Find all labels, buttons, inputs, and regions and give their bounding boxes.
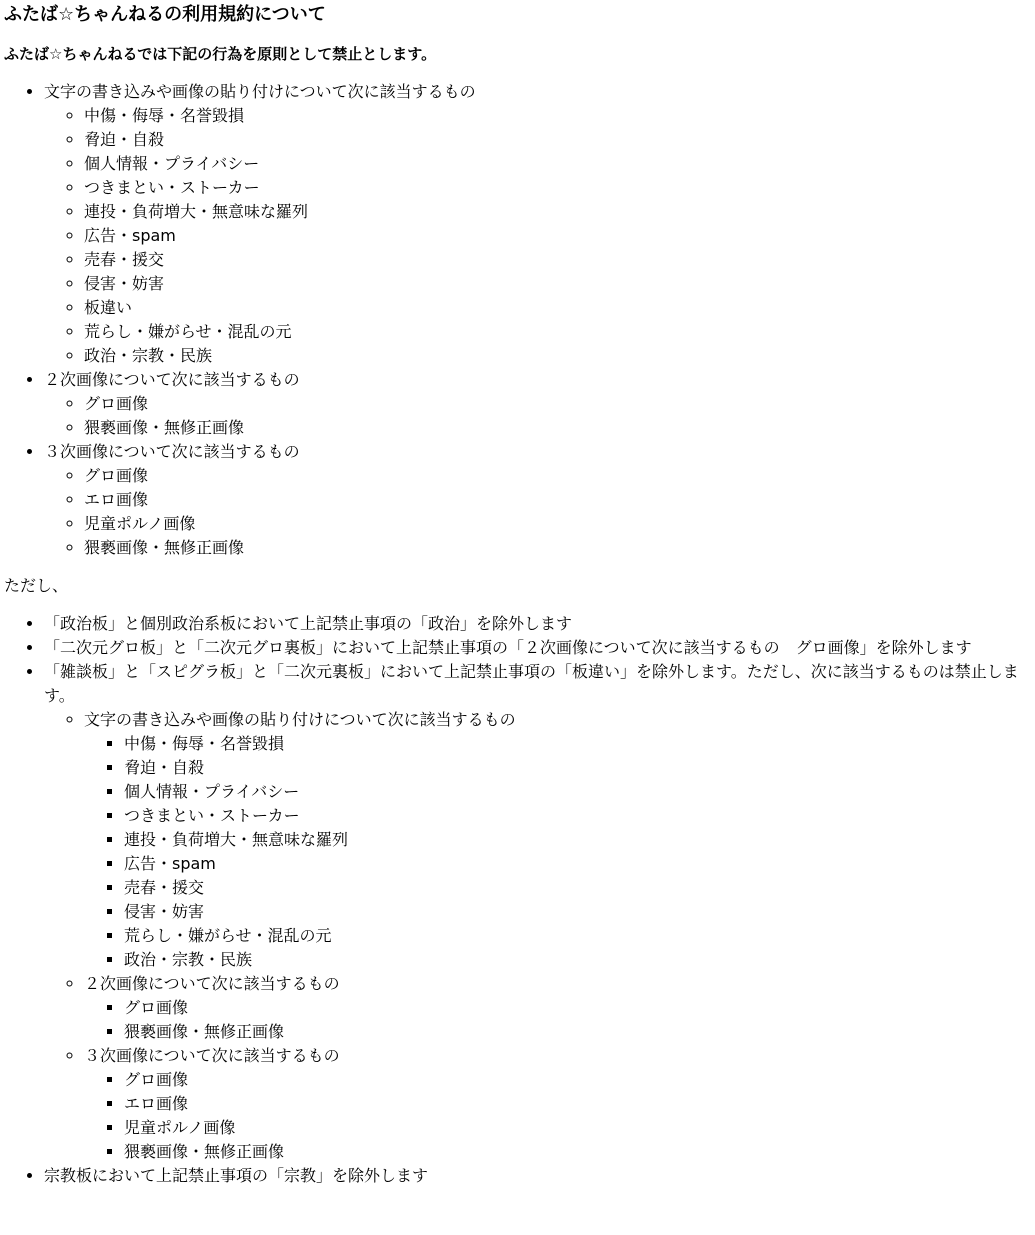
- exception-category-label: ３次画像について次に該当するもの: [84, 1046, 340, 1065]
- prohibited-category: [44, 440, 1030, 560]
- prohibited-category: [44, 368, 1030, 440]
- exception-category-label: ２次画像について次に該当するもの: [84, 974, 340, 993]
- list-item: ◦ 板違い: [84, 296, 1030, 320]
- list-item: ▪ グロ画像: [124, 996, 1030, 1020]
- list-item: ◦ グロ画像: [84, 464, 1030, 488]
- prohibited-category-label: 文字の書き込みや画像の貼り付けについて次に該当するもの: [44, 82, 476, 101]
- list-item: ◦ エロ画像: [84, 488, 1030, 512]
- list-item: ◦ 個人情報・プライバシー: [84, 152, 1030, 176]
- list-item: ◦ 政治・宗教・民族: [84, 344, 1030, 368]
- list-item: ▪ 脅迫・自殺: [124, 756, 1030, 780]
- exception-category: [84, 1044, 1030, 1164]
- intro-heading: ふたば☆ちゃんねるでは下記の行為を原則として禁止とします。: [4, 45, 437, 63]
- list-item: ▪ 政治・宗教・民族: [124, 948, 1030, 972]
- list-item: ◦ 猥褻画像・無修正画像: [84, 416, 1030, 440]
- list-item: ◦ 侵害・妨害: [84, 272, 1030, 296]
- list-item: ▪ 侵害・妨害: [124, 900, 1030, 924]
- exception-subsublist: [84, 1068, 1030, 1164]
- exception-item: [44, 660, 1030, 1164]
- list-item: ▪ 荒らし・嫌がらせ・混乱の元: [124, 924, 1030, 948]
- list-item: ◦ 脅迫・自殺: [84, 128, 1030, 152]
- list-item: ▪ つきまとい・ストーカー: [124, 804, 1030, 828]
- exception-subsublist: [84, 996, 1030, 1044]
- list-item: ▪ グロ画像: [124, 1068, 1030, 1092]
- exception-subsublist: [84, 732, 1030, 972]
- exception-category: [84, 708, 1030, 972]
- page-title: ふたば☆ちゃんねるの利用規約について: [4, 4, 326, 25]
- list-item: ▪ 売春・援交: [124, 876, 1030, 900]
- list-item: ◦ 広告・spam: [84, 224, 1030, 248]
- list-item: ▪ 広告・spam: [124, 852, 1030, 876]
- prohibited-category-label: ２次画像について次に該当するもの: [44, 370, 300, 389]
- exceptions-list: [4, 612, 1030, 1188]
- prohibited-category-label: ３次画像について次に該当するもの: [44, 442, 300, 461]
- list-item: ▪ 猥褻画像・無修正画像: [124, 1020, 1030, 1044]
- exception-sublist: [44, 708, 1030, 1164]
- list-item: ◦ 荒らし・嫌がらせ・混乱の元: [84, 320, 1030, 344]
- however-text: ただし、: [4, 576, 69, 595]
- exception-item: • 「政治板」と個別政治系板において上記禁止事項の「政治」を除外します: [44, 612, 1030, 636]
- prohibited-sublist: [44, 104, 1030, 368]
- list-item: ▪ 連投・負荷増大・無意味な羅列: [124, 828, 1030, 852]
- exception-item-text: 「雑談板」と「スピグラ板」と「二次元裏板」において上記禁止事項の「板違い」を除外します。ただし、次に該当するものは禁止します。: [44, 662, 1019, 705]
- list-item: ▪ 個人情報・プライバシー: [124, 780, 1030, 804]
- exception-category-label: 文字の書き込みや画像の貼り付けについて次に該当するもの: [84, 710, 516, 729]
- list-item: ▪ エロ画像: [124, 1092, 1030, 1116]
- list-item: ◦ 売春・援交: [84, 248, 1030, 272]
- list-item: ◦ 中傷・侮辱・名誉毀損: [84, 104, 1030, 128]
- prohibited-sublist: [44, 392, 1030, 440]
- list-item: ◦ 連投・負荷増大・無意味な羅列: [84, 200, 1030, 224]
- list-item: ◦ 児童ポルノ画像: [84, 512, 1030, 536]
- prohibited-list: [4, 80, 1030, 560]
- list-item: ▪ 猥褻画像・無修正画像: [124, 1140, 1030, 1164]
- list-item: ◦ 猥褻画像・無修正画像: [84, 536, 1030, 560]
- list-item: ▪ 中傷・侮辱・名誉毀損: [124, 732, 1030, 756]
- prohibited-category: [44, 80, 1030, 368]
- exception-item: • 「二次元グロ板」と「二次元グロ裏板」において上記禁止事項の「２次画像について次に該当するもの グロ画像」を除外します: [44, 636, 1030, 660]
- list-item: ◦ グロ画像: [84, 392, 1030, 416]
- list-item: ▪ 児童ポルノ画像: [124, 1116, 1030, 1140]
- exception-item: • 宗教板において上記禁止事項の「宗教」を除外します: [44, 1164, 1030, 1188]
- list-item: ◦ つきまとい・ストーカー: [84, 176, 1030, 200]
- exception-category: [84, 972, 1030, 1044]
- prohibited-sublist: [44, 464, 1030, 560]
